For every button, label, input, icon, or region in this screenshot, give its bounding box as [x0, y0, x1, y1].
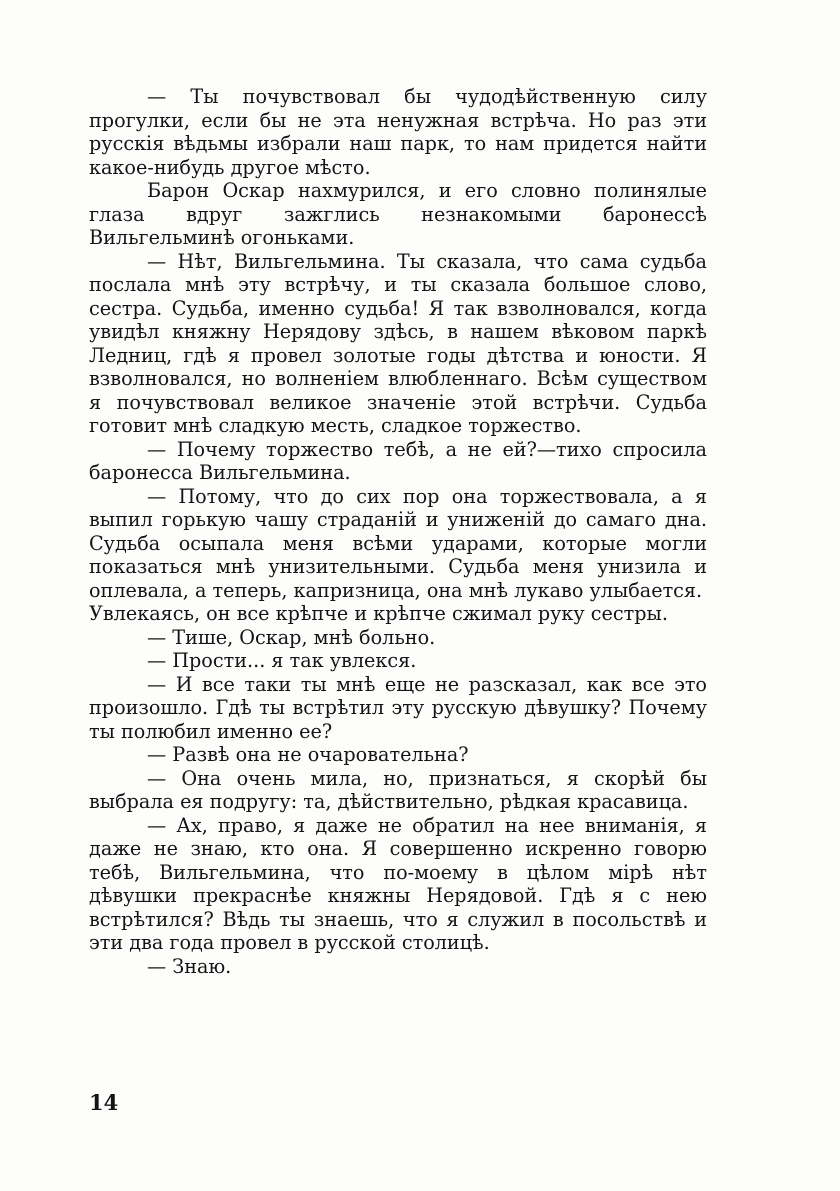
paragraph: — Тише, Оскар, мнѣ больно.: [147, 625, 436, 649]
paragraph: — Прости... я так увлекся.: [147, 649, 417, 672]
paragraph: — И все таки ты мнѣ еще не разсказал, как все это произошло. Гдѣ ты встрѣтил эту русскую дѣвушку? Почему ты полюбил именно ее?: [89, 672, 707, 743]
page-number: 14: [89, 1090, 119, 1115]
body-text: [89, 85, 707, 978]
paragraph: — Развѣ она не очаровательна?: [147, 743, 469, 766]
paragraph: Увлекаясь, он все крѣпче и крѣпче сжимал руку сестры.: [89, 602, 668, 625]
paragraph: — Нѣт, Вильгельмина. Ты сказала, что сама судьба послала мнѣ эту встрѣчу, и ты сказала большое слово, сестра. Судьба, именно судьба! Я так взволновался, когда увидѣл княжну Нерядову здѣсь, в нашем вѣковом паркѣ Ледниц, гдѣ я провел золотые годы дѣтства и юности. Я взволновался, но волненіем влюбленнаго. Всѣм существом я почувствовал великое значеніе этой встрѣчи. Судьба готовит мнѣ сладкую месть, сладкое торжество.: [89, 249, 707, 437]
paragraph: — Она очень мила, но, признаться, я скорѣй бы выбрала ея подругу: та, дѣйствительно, рѣдкая красавица.: [89, 766, 707, 813]
paragraph: — Знаю.: [147, 954, 232, 978]
paragraph: Барон Оскар нахмурился, и его словно полинялые глаза вдруг зажглись незнакомыми баронессѣ Вильгельминѣ огоньками.: [89, 179, 707, 249]
paragraph: — Почему торжество тебѣ, а не ей?—тихо спросила баронесса Вильгельмина.: [89, 437, 707, 484]
paragraph: — Ах, право, я даже не обратил на нее вниманія, я даже не знаю, кто она. Я совершенно искренно говорю тебѣ, Вильгельмина, что по-моему в цѣлом мірѣ нѣт дѣвушки прекраснѣе княжны Нерядовой. Гдѣ я с нею встрѣтился? Вѣдь ты знаешь, что я служил в посольствѣ и эти два года провел в русской столицѣ.: [89, 813, 707, 954]
paragraph: — Потому, что до сих пор она торжествовала, а я выпил горькую чашу страданій и униженій до самаго дна. Судьба осыпала меня всѣми ударами, которые могли показаться мнѣ унизительными. Судьба меня унизила и оплевала, а теперь, капризница, она мнѣ лукаво улыбается.: [89, 484, 707, 602]
paragraph: — Ты почувствовал бы чудодѣйственную силу прогулки, если бы не эта ненужная встрѣча. Но раз эти русскія вѣдьмы избрали наш парк, то нам придется найти какое-нибудь другое мѣсто.: [89, 85, 707, 179]
